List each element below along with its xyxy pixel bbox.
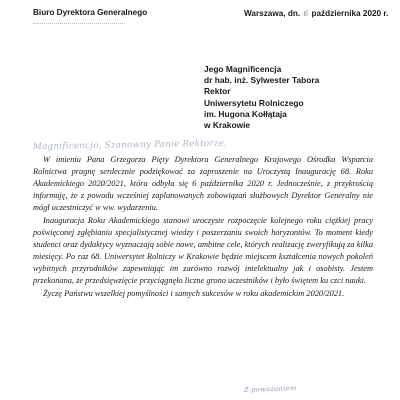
sender-block [33, 8, 147, 24]
recipient-line: Jego Magnificencja [204, 64, 282, 74]
recipient-line: Uniwersytetu Rolniczego [204, 97, 304, 108]
body-paragraph: Życzę Państwu wszelkiej pomyślności i samych sukcesów w roku akademickim 2020/2021. [43, 289, 345, 298]
date-suffix: października 2020 r. [311, 9, 389, 18]
sender-name: Biuro Dyrektora Generalnego [33, 8, 148, 17]
letter-body [33, 154, 373, 301]
date-day-handwritten: 6 [303, 9, 309, 18]
recipient-line: im. Hugona Kołłątaja [204, 108, 287, 119]
handwritten-signature: Z poważaniem [243, 384, 297, 394]
body-paragraph: W imieniu Pana Grzegorza Pięty Dyrektora Generalnego Krajowego Ośrodka Wsparcia Rolnictwa pragnę serdecznie podziękować za zaproszenie na Uroczystą Inaugurację 68. Roku Akademickiego 2020/2021, która odbyła się 6 października 2020 r. Jednocześnie, z przykrością informuję, że z powodu wcześniej zaplanowanych zobowiązań służbowych Dyrektor Generalny nie mógł uczestniczyć w ww. wydarzeniu. [33, 155, 373, 212]
date-prefix: Warszawa, dn. [244, 9, 301, 18]
recipient-address [204, 64, 319, 131]
handwritten-salutation: Magnificencjo, Szanowny Panie Rektorze, [33, 138, 228, 152]
recipient-line: w Krakowie [204, 120, 251, 131]
reference-number-line [33, 19, 125, 24]
recipient-line: Rektor [204, 86, 231, 97]
recipient-line: dr hab. inż. Sylwester Tabora [204, 75, 320, 86]
letter-date [244, 9, 388, 18]
body-paragraph: Inauguracja Roku Akademickiego stanowi uroczyste rozpoczęcie kolejnego roku ciężkiej pracy poświęconej zgłębianiu specjalistycznej wiedzy i poszerzaniu swoich horyzontów. To moment kiedy studenci oraz dydaktycy wyznaczają sobie nowe, ambitne cele, których realizację zweryfikują za kilka miesięcy. Po raz 68. Uniwersytet Rolniczy w Krakowie będzie miejscem kształcenia nowych pokoleń wybitnych przyrodników zapewniając im zarówno rozwój intelektualny jak i osobisty. Jestem przekonana, że przedsięwzięcie przyciągnęło liczne grono uczestników i było świętem ku czci nauki. [33, 216, 373, 285]
